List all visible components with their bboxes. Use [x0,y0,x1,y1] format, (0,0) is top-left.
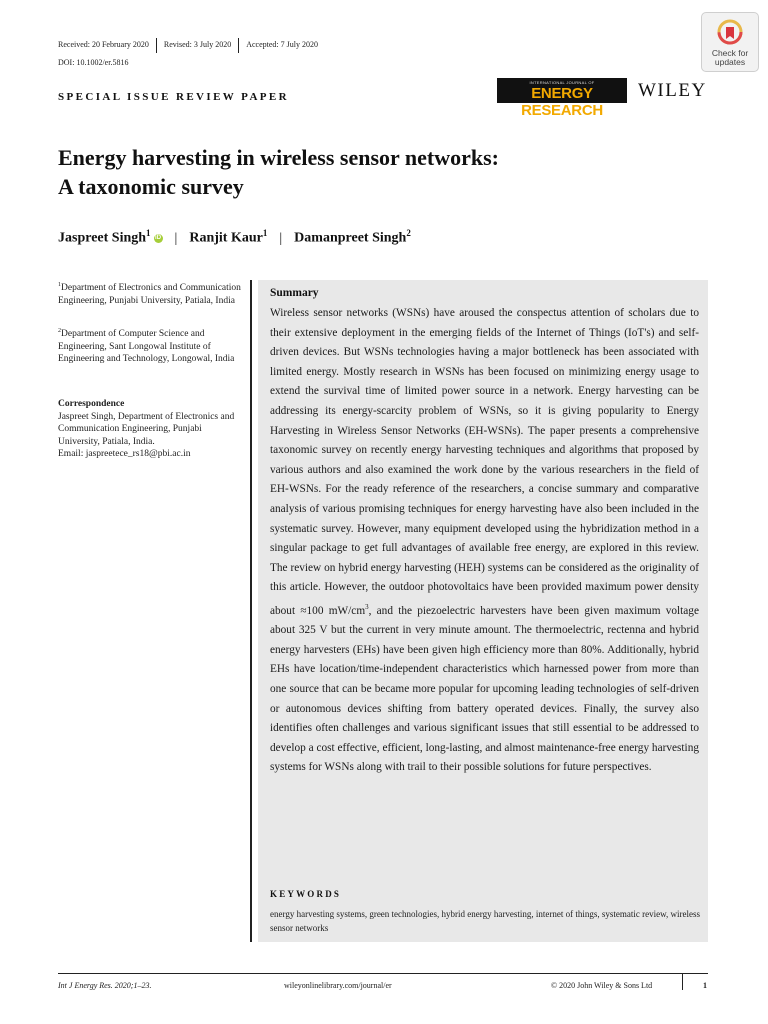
journal-logo[interactable] [497,78,627,119]
title-line-2: A taxonomic survey [58,174,244,199]
divider [682,974,683,990]
author-name[interactable]: Jaspreet Singh [58,230,147,246]
correspondence-block [58,398,244,461]
title-line-1: Energy harvesting in wireless sensor networks: [58,145,500,170]
author-name[interactable]: Ranjit Kaur [189,230,263,246]
journal-logo-title: ENERGY RESEARCH [521,85,603,119]
footer-citation: Int J Energy Res. 2020;1–23. [58,981,152,990]
divider [250,280,252,942]
summary-text [270,304,699,778]
orcid-icon[interactable]: iD [155,234,162,241]
check-updates-label-1: Check for [711,48,749,58]
affiliation-text: Department of Computer Science and Engineering, Sant Longowal Institute of Engineering and Technology, Longowal, India [58,329,235,365]
footer-copyright: © 2020 John Wiley & Sons Ltd [551,981,653,990]
summary-text-part-2: , and the piezoelectric harvesters have been given maximum voltage about 325 V but the current in very minute amount. The thermoelectric, rectenna and hybrid energy harvesters (EHs) have been given high efficiency more than 80%. Additionally, hybrid EHs have location/time-independent characteristics which harnessed power from more than one source that can be became more popular for upcoming leading technologies of self-driven or autonomous devices shifting from battery operated devices. Finally, the survey also identifies often challenges and various significant issues that still essential to be addressed to develop a cost effective, efficient, long-lasting, and almost maintenance-free energy harvesting systems for WSNs along with trail to their possible solutions for future perspectives. [270,604,699,774]
check-updates-label-2: updates [714,57,746,67]
divider [58,973,708,974]
affiliation-number: 1 [58,282,61,288]
summary-text-part-1: Wireless sensor networks (WSNs) have aroused the conspectus attention of scholars due to their extensive deployment in the emerging fields of the Internet of Things (IoT's) and self-driven devices. But WSNs technologies having a major bottleneck has been associated with limited energy. Mostly research in WSNs has been focused on minimizing energy usage to extend the survival time of limited power source in a network. Energy harvesting can be addressing its energy-scarcity problem of WSNs, so it is giving popularity to Energy Harvesting in Wireless Sensor Networks (EH-WSNs). The paper presents a comprehensive taxonomic survey on recently energy harvesting techniques and algorithms that proposed by various authors and also examined the work done by the various researchers in the field of EH-WSNs. For the ready reference of the researchers, a concise summary and comparative analysis of various promising techniques for energy harvesting have also been included in the systematic survey. However, many equipment developed using the hybridization method in a singular package to get full advantages of available free energy, are explored in this review. The review on hybrid energy harvesting (HEH) systems can be considered as the originality of this article. However, the outdoor photovoltaics have been provided maximum power density about ≈100 mW/cm [270,307,699,617]
keywords-heading: KEYWORDS [270,889,342,899]
author-list [58,228,411,247]
affiliation-2 [58,325,244,366]
page-number: 1 [703,981,707,990]
superscript: 3 [365,602,369,611]
keywords-list: energy harvesting systems, green technologies, hybrid energy harvesting, internet of things, systematic review, wireless sensor networks [270,909,700,933]
author-separator: | [279,230,283,246]
check-updates-icon [717,19,743,47]
correspondence-text: Jaspreet Singh, Department of Electronics and Communication Engineering, Punjabi University, Patiala, India. [58,411,235,447]
footer-url[interactable]: wileyonlinelibrary.com/journal/er [284,981,392,990]
paper-title [58,143,698,201]
check-for-updates-button[interactable] [701,12,759,72]
author-name[interactable]: Damanpreet Singh [294,230,407,246]
author-affiliation-number: 2 [406,228,411,238]
manuscript-dates [58,38,318,53]
publisher-logo[interactable]: WILEY [638,80,707,101]
affiliation-number: 2 [58,328,61,334]
accepted-date: Accepted: 7 July 2020 [246,40,318,50]
divider [238,38,239,53]
journal-logo-subtitle: INTERNATIONAL JOURNAL OF [529,80,595,85]
correspondence-heading: Correspondence [58,399,125,409]
received-date: Received: 20 February 2020 [58,40,149,50]
summary-heading: Summary [270,287,319,299]
revised-date: Revised: 3 July 2020 [163,40,232,50]
author-affiliation-number: 1 [146,228,151,238]
section-label: SPECIAL ISSUE REVIEW PAPER [58,91,290,103]
divider [156,38,157,53]
author-affiliation-number: 1 [262,228,268,238]
affiliation-1 [58,279,244,307]
correspondence-email[interactable]: Email: jaspreetece_rs18@pbi.ac.in [58,449,191,459]
author-separator: | [174,230,178,246]
doi[interactable]: DOI: 10.1002/er.5816 [58,58,129,67]
affiliation-text: Department of Electronics and Communication Engineering, Punjabi University, Patiala, India [58,283,241,306]
